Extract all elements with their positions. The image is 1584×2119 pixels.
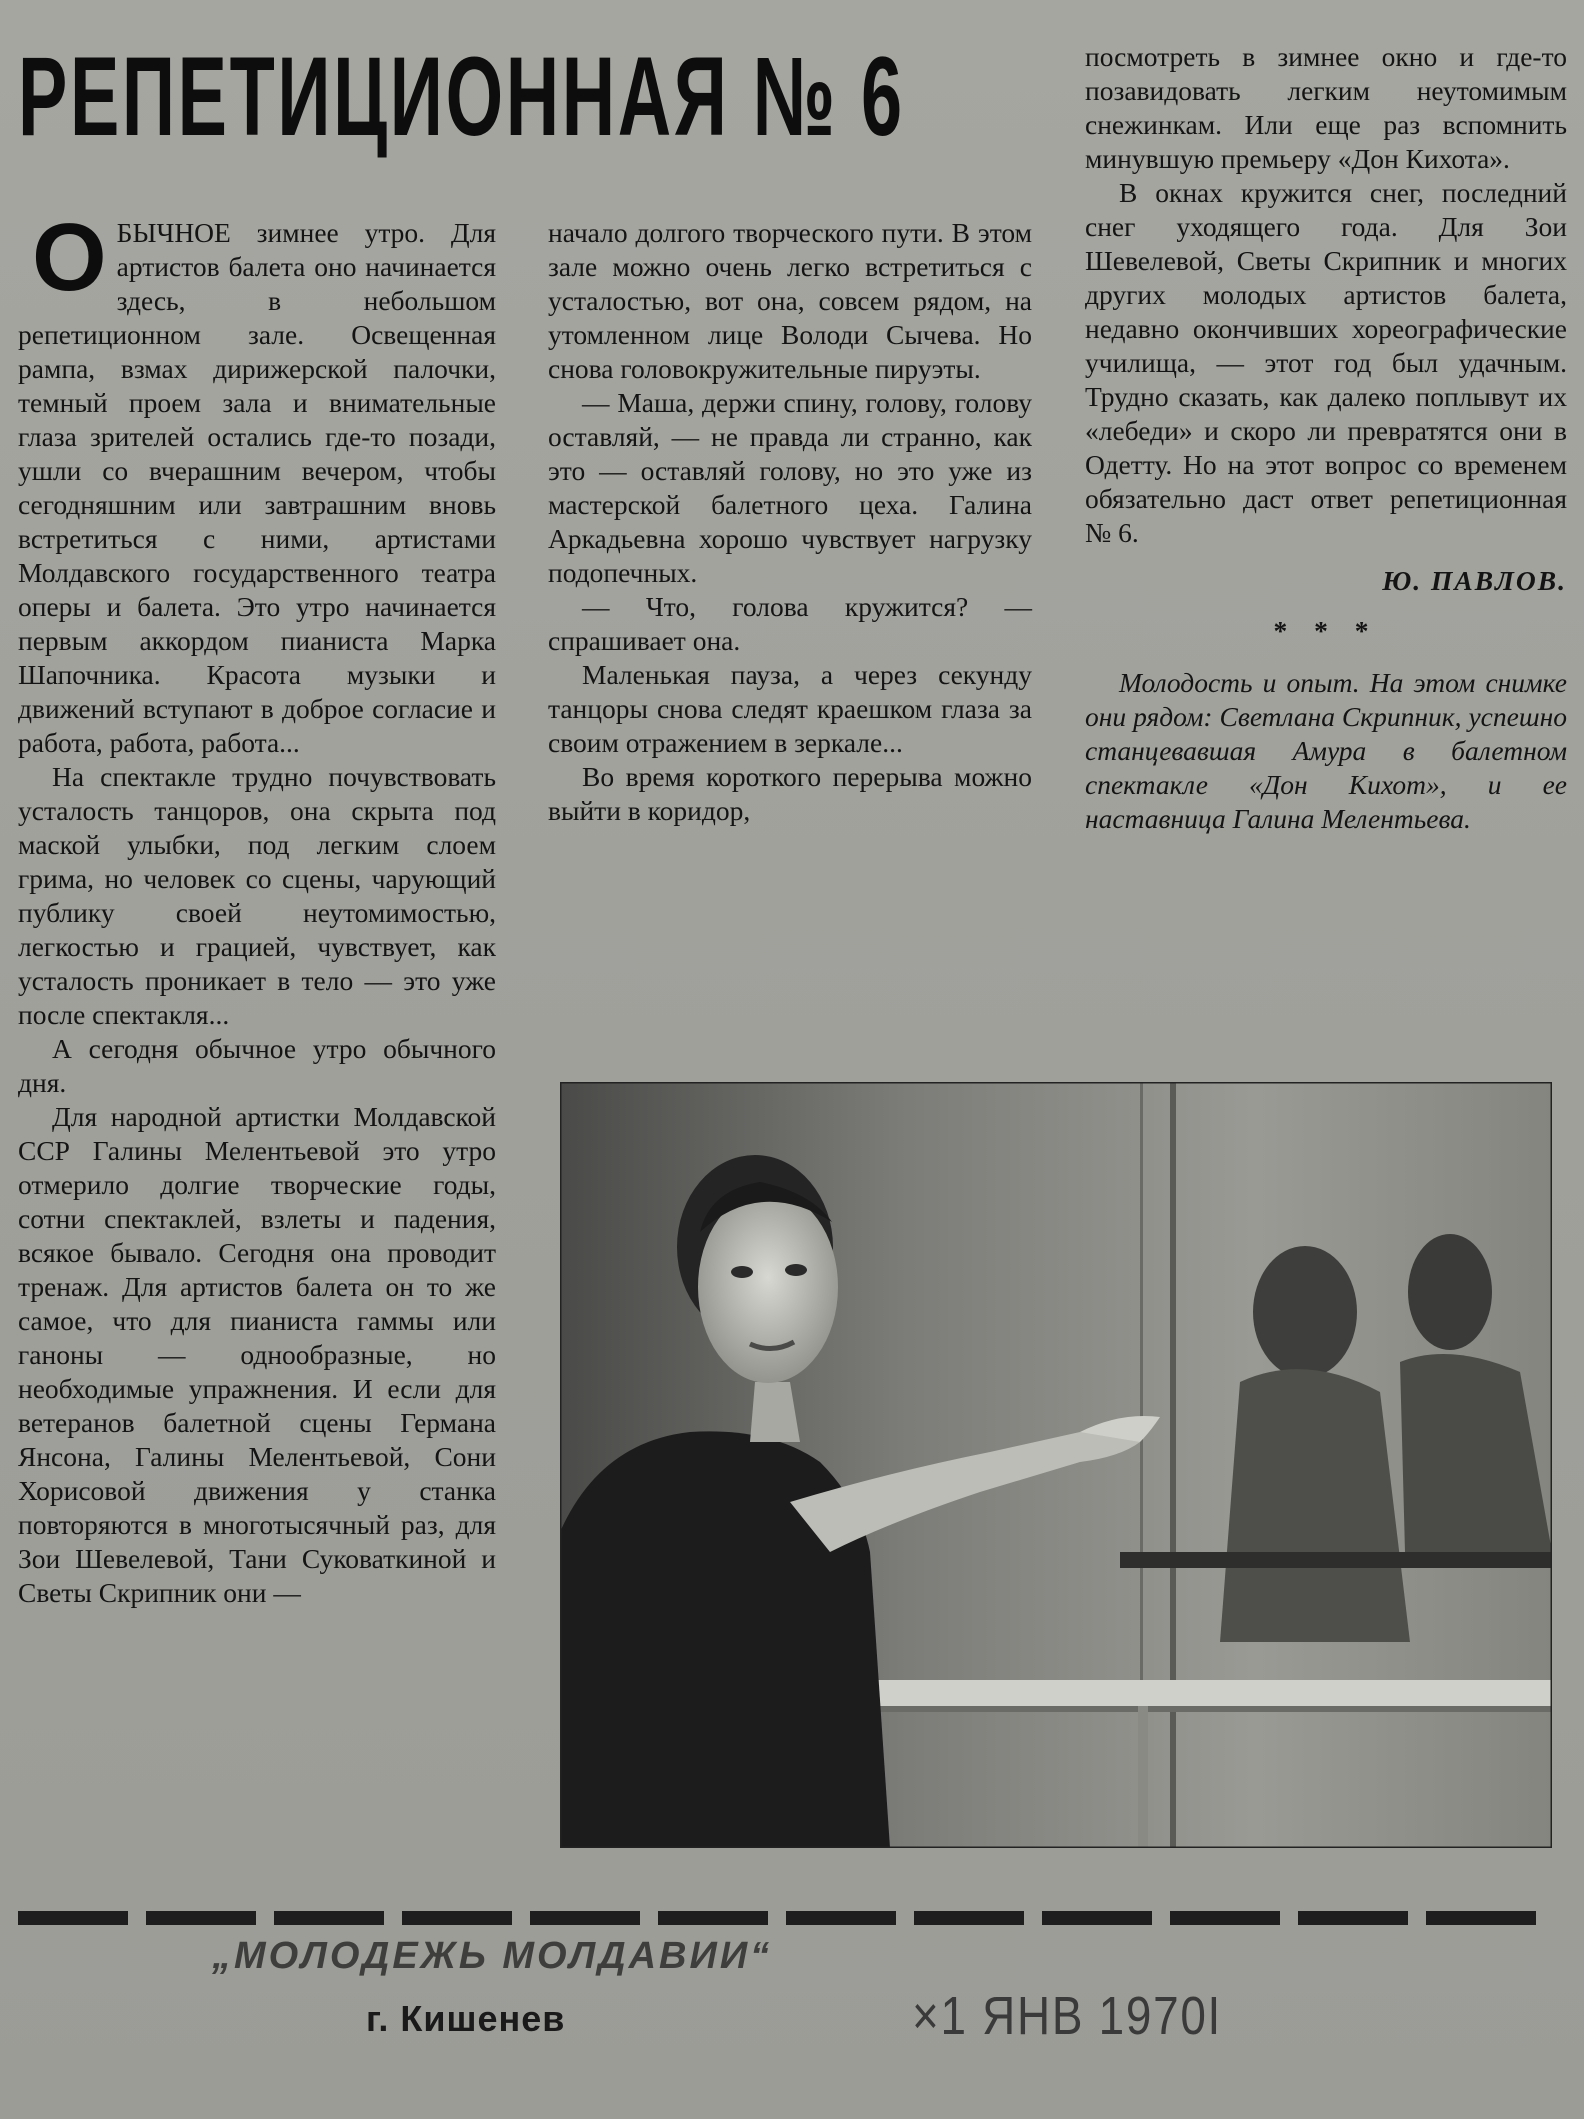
ballet-rehearsal-photo — [560, 1082, 1552, 1848]
dancer-face — [698, 1191, 838, 1383]
article-column-3 — [1085, 40, 1567, 836]
decorative-rule — [18, 1907, 1568, 1929]
paragraph: — Маша, держи спину, голову, голову оставляй, — не правда ли странно, как это — оставляй голову, но это уже из мастерской балетного цеха. Галина Аркадьевна хорошо чувствует нагрузку подопечных. — [548, 387, 1032, 588]
paragraph: — Что, голова кружится? — спрашивает она. — [548, 591, 1032, 656]
author-byline: Ю. ПАВЛОВ. — [1382, 565, 1567, 596]
paragraph — [18, 204, 496, 760]
mirror-reflection-head — [1408, 1234, 1492, 1350]
photo-caption: Молодость и опыт. На этом снимке они рядом: Светлана Скрипник, успешно станцевавшая Амура в балетном спектакле «Дон Кихот», и ее наставница Галина Мелентьева. — [1085, 667, 1567, 834]
paragraph: На спектакле трудно почувствовать усталость танцоров, она скрыта под маской улыбки, под легким слоем грима, но человек со сцены, чарующий публику своей неутомимостью, легкостью и грацией, чувствует, как усталость проникает в тело — это уже после спектакля... — [18, 761, 496, 1030]
section-separator: * * * — [1273, 615, 1379, 646]
mirror-reflection-body — [1220, 1369, 1410, 1642]
newspaper-masthead: „МОЛОДЕЖЬ МОЛДАВИИ“ — [212, 1935, 773, 1977]
paragraph: Для народной артистки Молдавской ССР Галины Мелентьевой это утро отмерило долгие творческие годы, сотни спектаклей, взлеты и падения, всякое бывало. Сегодня она проводит тренаж. Для артистов балета он то же самое, что для пианиста гаммы или ганоны — однообразные, но необходимые упражнения. И если для ветеранов балетной сцены Германа Янсона, Галины Мелентьевой, Сони Хорисовой движения у станка повторяются в многотысячный раз, для Зои Шевелевой, Тани Суковаткиной и Светы Скрипник они — — [18, 1101, 496, 1608]
mirror-edge — [1170, 1082, 1176, 1848]
mirror-barre — [1120, 1552, 1552, 1568]
city-label: г. Кишенев — [366, 1998, 566, 2039]
paragraph-text: БЫЧНОЕ зимнее утро. Для артистов балета оно начинается здесь, в небольшом репетиционном зале. Освещенная рампа, взмах дирижерской палочки, темный проем зала и внимательные глаза зрителей остались где-то позади, ушли со вчерашним вечером, чтобы сегодняшним или завтрашним вновь встретиться с ними, артистами Молдавского государственного театра оперы и балета. Это утро начинается первым аккордом пианиста Марка Шапочника. Красота музыки и движений вступают в доброе согласие и работа, работа, работа... — [18, 217, 496, 758]
paragraph: Маленькая пауза, а через секунду танцоры снова следят краешком глаза за своим отражением в зеркале... — [548, 659, 1032, 758]
paragraph: посмотреть в зимнее окно и где-то позавидовать легким неутомимым снежинкам. Или еще раз вспомнить минувшую премьеру «Дон Кихота». — [1085, 41, 1567, 174]
paragraph: А сегодня обычное утро обычного дня. — [18, 1033, 496, 1098]
article-column-2 — [548, 216, 1032, 828]
paragraph: Во время короткого перерыва можно выйти в коридор, — [548, 761, 1032, 826]
barre-bracket — [1138, 1706, 1148, 1848]
dancer-eye — [785, 1264, 807, 1276]
article-column-1 — [18, 204, 496, 1610]
paragraph: В окнах кружится снег, последний снег уходящего года. Для Зои Шевелевой, Светы Скрипник и многих других молодых артистов балета, недавно окончивших хореографические училища, — этот год был удачным. Трудно сказать, как далеко поплывут их «лебеди» и скоро ли превратятся они в Одетту. Но на этот вопрос со временем обязательно даст ответ репетиционная № 6. — [1085, 177, 1567, 548]
dancer-eye — [731, 1266, 753, 1278]
paragraph: начало долгого творческого пути. В этом зале можно очень легко встретиться с усталостью, вот она, совсем рядом, на утомленном лице Володи Сычева. Но снова головокружительные пируэты. — [548, 217, 1032, 384]
date-stamp: ×1 ЯНВ 1970І — [912, 1986, 1223, 2046]
photo-illustration — [560, 1082, 1552, 1848]
mirror-reflection-head — [1253, 1246, 1357, 1378]
drop-cap: О — [32, 204, 107, 311]
headline: РЕПЕТИЦИОННАЯ № 6 — [18, 34, 905, 159]
